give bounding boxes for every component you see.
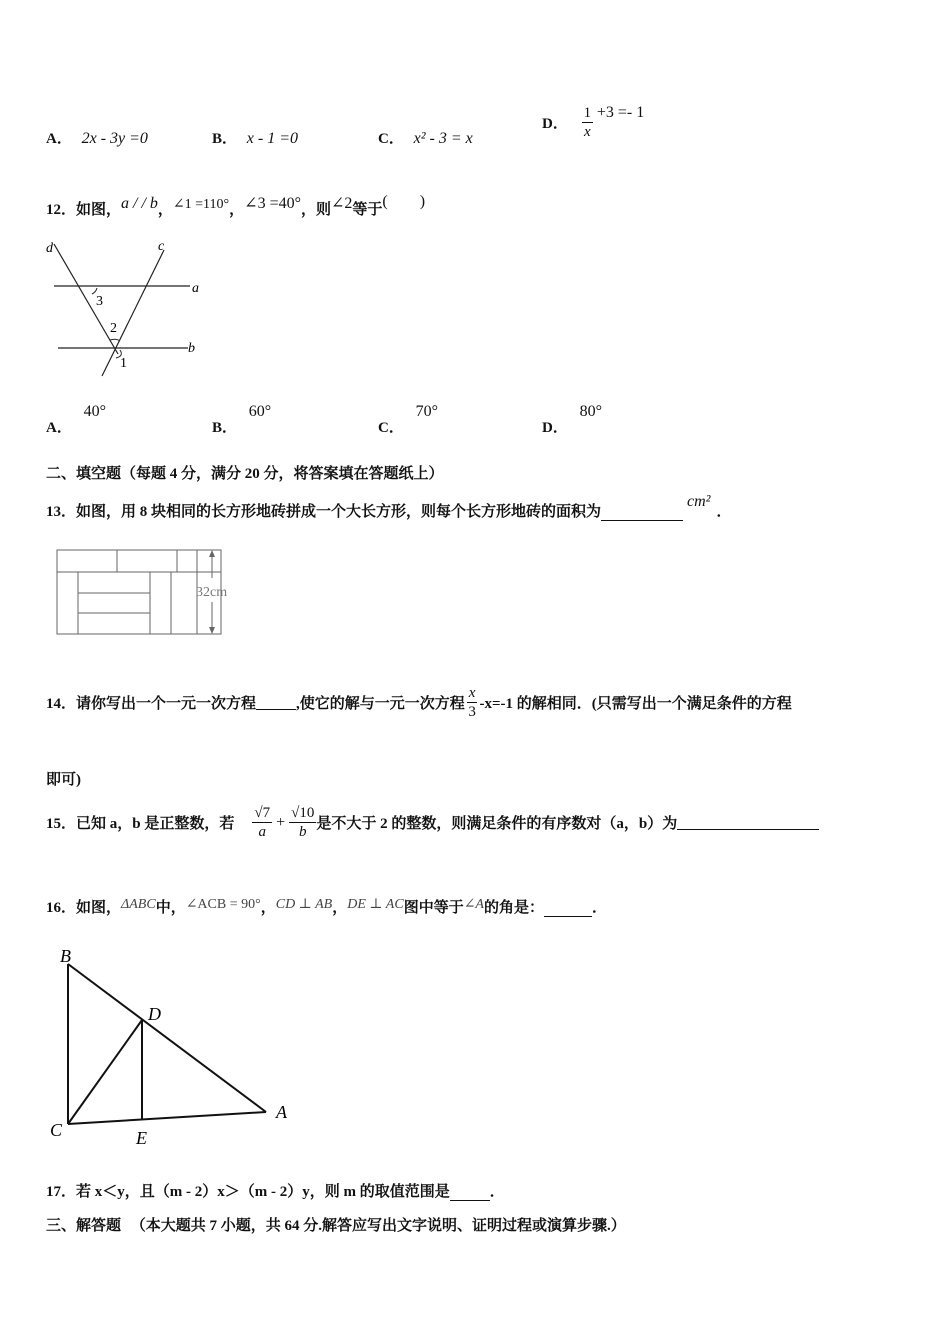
fraction-denominator: b: [298, 824, 307, 840]
q11-option-d: [542, 104, 644, 141]
q12-stem: [46, 193, 426, 219]
option-letter: D．: [542, 116, 568, 132]
q12-option-c: [378, 400, 438, 436]
label-angle3: 3: [96, 294, 103, 309]
label-c: c: [158, 239, 165, 254]
q15-plus: +: [276, 813, 286, 831]
option-letter: C．: [378, 131, 404, 147]
option-expression: x - 1 =0: [246, 130, 298, 147]
section3-description: （本大题共 7 小题，共 64 分.解答应写出文字说明、证明过程或演算步骤.）: [130, 1218, 626, 1234]
q12-mid: ，则: [300, 202, 331, 218]
label-a: a: [192, 281, 199, 296]
q16-sep: ，: [332, 900, 348, 916]
q16-sep: ，: [260, 900, 276, 916]
q16-answer-blank: [544, 902, 592, 917]
q13-unit: cm²: [687, 493, 711, 510]
q13-text: 13．如图，用 8 块相同的长方形地砖拼成一个大长方形，则每个长方形地砖的面积为: [46, 504, 602, 520]
fraction-denominator: 3: [468, 704, 476, 720]
q16-text2: 中，: [155, 900, 186, 916]
q12-prefix: 12．如图，: [46, 202, 122, 218]
option-letter: A．: [46, 131, 72, 147]
fraction-numerator: 1: [583, 105, 592, 121]
q12-sep: ，: [229, 202, 245, 218]
fraction-numerator: √10: [291, 805, 315, 821]
q16-text6: 的角是：: [484, 900, 545, 916]
option-letter: B．: [212, 131, 238, 147]
q12-answer-paren: ( ): [382, 193, 426, 210]
label-a: A: [276, 1102, 287, 1122]
option-expression: +3 =- 1: [596, 103, 645, 121]
q14-text3: -x=-1 的解相同．(只需写出一个满足条件的方程: [479, 696, 792, 712]
segment-ca: [68, 1112, 266, 1124]
q16-condition-angle: ∠ACB = 90°: [185, 897, 261, 912]
fraction-denominator: x: [584, 124, 591, 140]
q17-end: ．: [489, 1184, 505, 1200]
label-d: D: [148, 1004, 161, 1024]
q16-triangle: ΔABC: [121, 897, 156, 912]
q12-suffix: 等于: [352, 202, 383, 218]
option-letter: B．: [212, 420, 238, 436]
line-c: [102, 250, 164, 376]
q12-option-d: [542, 400, 602, 436]
q14-text1: 14．请你写出一个一元一次方程: [46, 696, 257, 712]
label-b: B: [60, 946, 71, 966]
segment-ba: [68, 964, 266, 1112]
q14-answer-blank: [256, 695, 296, 710]
q15-fraction2: [289, 804, 316, 841]
q12-condition-parallel: a / / b: [121, 195, 158, 212]
q15-text2: 是不大于 2 的整数，则满足条件的有序数对（a，b）为: [316, 816, 678, 832]
q12-condition-angle3: ∠3 =40°: [244, 195, 301, 212]
fraction-denominator: a: [258, 824, 266, 840]
q14-continuation: 即可): [46, 772, 81, 788]
q17-stem: [46, 1180, 505, 1201]
q16-condition-cd: CD ⊥ AB: [275, 897, 333, 912]
label-b: b: [188, 341, 195, 356]
section3-title: 三、解答题: [46, 1218, 122, 1234]
q13-stem: [46, 493, 732, 521]
q11-option-b: [212, 127, 298, 148]
q15-text1: 15．已知 a，b 是正整数，若: [46, 816, 235, 832]
q16-condition-de: DE ⊥ AC: [347, 897, 404, 912]
section3-heading: [46, 1214, 626, 1235]
line-d: [54, 244, 118, 354]
q13-end: ．: [716, 504, 732, 520]
q15-answer-blank: [677, 815, 819, 830]
q16-angle-a: ∠A: [463, 897, 484, 912]
dimension-arrow-down: [209, 627, 215, 634]
q11-option-c: [378, 127, 473, 148]
q16-figure: [44, 942, 304, 1152]
angle2-arc: [110, 339, 120, 341]
option-value: 80°: [579, 403, 602, 420]
option-expression: x² - 3 = x: [413, 130, 473, 147]
option-letter: D．: [542, 420, 568, 436]
fraction-numerator: √7: [254, 805, 271, 821]
q17-text: 17．若 x＜y，且（m - 2）x＞（m - 2）y，则 m 的取值范围是: [46, 1184, 450, 1200]
label-c: C: [50, 1120, 63, 1140]
option-value: 70°: [415, 403, 438, 420]
q13-answer-blank: [601, 506, 683, 521]
option-letter: A．: [46, 420, 72, 436]
option-value: 40°: [83, 403, 106, 420]
option-letter: C．: [378, 420, 404, 436]
q16-text5: 图中等于: [403, 900, 464, 916]
q17-answer-blank: [450, 1186, 490, 1201]
q12-angle2: ∠2: [331, 195, 353, 212]
q14-text2: ,使它的解与一元一次方程: [296, 696, 465, 712]
label-d: d: [46, 241, 53, 256]
label-angle2: 2: [110, 321, 117, 336]
q16-stem: [46, 896, 607, 917]
fraction-numerator: x: [468, 685, 476, 701]
q12-option-a: [46, 400, 106, 436]
q15-fraction1: [252, 804, 272, 841]
q12-option-b: [212, 400, 272, 436]
q15-stem: [46, 804, 819, 841]
section2-heading: 二、填空题（每题 4 分，满分 20 分，将答案填在答题纸上）: [46, 466, 444, 482]
q14-fraction: [467, 684, 478, 721]
q12-condition-angle1: ∠1 =110°: [172, 197, 230, 212]
option-value: 60°: [248, 403, 272, 420]
label-e: E: [136, 1128, 147, 1148]
label-angle1: 1: [120, 356, 127, 371]
q16-end: ．: [592, 900, 608, 916]
option-expression: 2x - 3y =0: [81, 130, 148, 147]
dimension-arrow-up: [209, 550, 215, 557]
segment-cd: [68, 1020, 142, 1124]
option-fraction: [582, 104, 594, 141]
q14-stem: [46, 684, 792, 721]
q12-sep: ，: [157, 202, 173, 218]
q13-figure: [52, 546, 242, 640]
q16-text1: 16．如图，: [46, 900, 122, 916]
q12-figure: [40, 238, 210, 378]
q11-option-a: [46, 127, 148, 148]
dimension-label: 32cm: [196, 585, 228, 600]
